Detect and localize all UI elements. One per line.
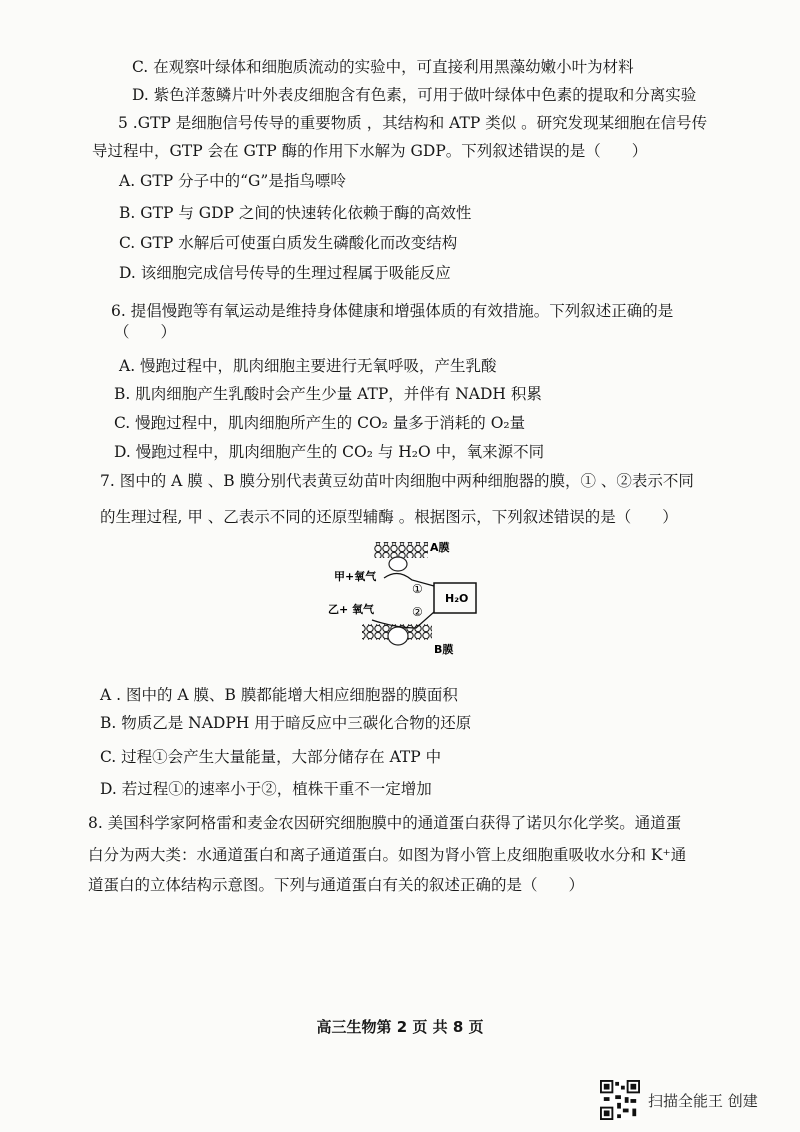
q6-answer-bracket: （ ） <box>114 323 177 341</box>
a-membrane-bilayer <box>374 542 428 558</box>
q8-stem-line2: 白分为两大类：水通道蛋白和离子通道蛋白。如图为肾小管上皮细胞重吸收水分和 K⁺通 <box>88 846 687 864</box>
label-a-membrane: A膜 <box>430 541 450 554</box>
process-1-arrow <box>384 573 434 586</box>
q7-option-a: A . 图中的 A 膜、B 膜都能增大相应细胞器的膜面积 <box>100 686 458 704</box>
q8-stem-line3: 道蛋白的立体结构示意图。下列与通道蛋白有关的叙述正确的是（ ） <box>88 876 585 894</box>
qr-code-icon <box>600 1080 640 1120</box>
q7-option-c: C. 过程①会产生大量能量，大部分储存在 ATP 中 <box>100 748 442 766</box>
b-membrane-protein <box>388 627 408 645</box>
label-yi-oxygen: 乙+ 氧气 <box>328 603 375 616</box>
q5-option-d: D. 该细胞完成信号传导的生理过程属于吸能反应 <box>119 264 451 282</box>
page-footer: 高三生物第 2 页 共 8 页 <box>316 1018 484 1036</box>
q8-stem-line1: 8. 美国科学家阿格雷和麦金农因研究细胞膜中的通道蛋白获得了诺贝尔化学奖。通道蛋 <box>88 814 682 832</box>
q6-option-a: A. 慢跑过程中，肌肉细胞主要进行无氧呼吸，产生乳酸 <box>119 357 497 375</box>
label-water: H₂O <box>445 592 469 605</box>
q6-option-c: C. 慢跑过程中，肌肉细胞所产生的 CO₂ 量多于消耗的 O₂量 <box>114 414 526 432</box>
q4-option-c: C. 在观察叶绿体和细胞质流动的实验中，可直接利用黑藻幼嫩小叶为材料 <box>132 58 634 76</box>
label-process-1: ① <box>412 582 423 596</box>
label-b-membrane: B膜 <box>434 643 454 656</box>
q5-option-b: B. GTP 与 GDP 之间的快速转化依赖于酶的高效性 <box>119 204 472 222</box>
q7-stem-line1: 7. 图中的 A 膜 、B 膜分别代表黄豆幼苗叶肉细胞中两种细胞器的膜，① 、②表示不同 <box>100 472 694 490</box>
q5-stem-line2: 导过程中，GTP 会在 GTP 酶的作用下水解为 GDP。下列叙述错误的是（ ） <box>92 142 648 160</box>
label-jia-oxygen: 甲+氧气 <box>334 570 377 583</box>
q5-option-a: A. GTP 分子中的“G”是指鸟嘌呤 <box>119 172 346 190</box>
watermark-text: 扫描全能王 创建 <box>648 1091 758 1110</box>
q7-stem-line2: 的生理过程, 甲 、乙表示不同的还原型辅酶 。根据图示，下列叙述错误的是（ ） <box>100 508 678 526</box>
q5-stem-line1: 5 .GTP 是细胞信号传导的重要物质 ，其结构和 ATP 类似 。研究发现某细胞在信号传 <box>118 114 708 132</box>
q7-option-b: B. 物质乙是 NADPH 用于暗反应中三碳化合物的还原 <box>100 714 472 732</box>
q6-option-b: B. 肌肉细胞产生乳酸时会产生少量 ATP，并伴有 NADH 积累 <box>114 385 542 403</box>
a-membrane-protein <box>389 557 407 571</box>
q7-option-d: D. 若过程①的速率小于②，植株干重不一定增加 <box>100 780 432 798</box>
q4-option-d: D. 紫色洋葱鳞片叶外表皮细胞含有色素，可用于做叶绿体中色素的提取和分离实验 <box>132 86 697 104</box>
scanner-watermark <box>600 1080 790 1120</box>
organelle-membrane-diagram <box>326 536 486 666</box>
q6-stem-line1: 6. 提倡慢跑等有氧运动是维持身体健康和增强体质的有效措施。下列叙述正确的是 <box>111 302 674 320</box>
q5-option-c: C. GTP 水解后可使蛋白质发生磷酸化而改变结构 <box>119 234 458 252</box>
q6-option-d: D. 慢跑过程中，肌肉细胞产生的 CO₂ 与 H₂O 中，氧来源不同 <box>114 443 545 461</box>
label-process-2: ② <box>412 605 423 619</box>
